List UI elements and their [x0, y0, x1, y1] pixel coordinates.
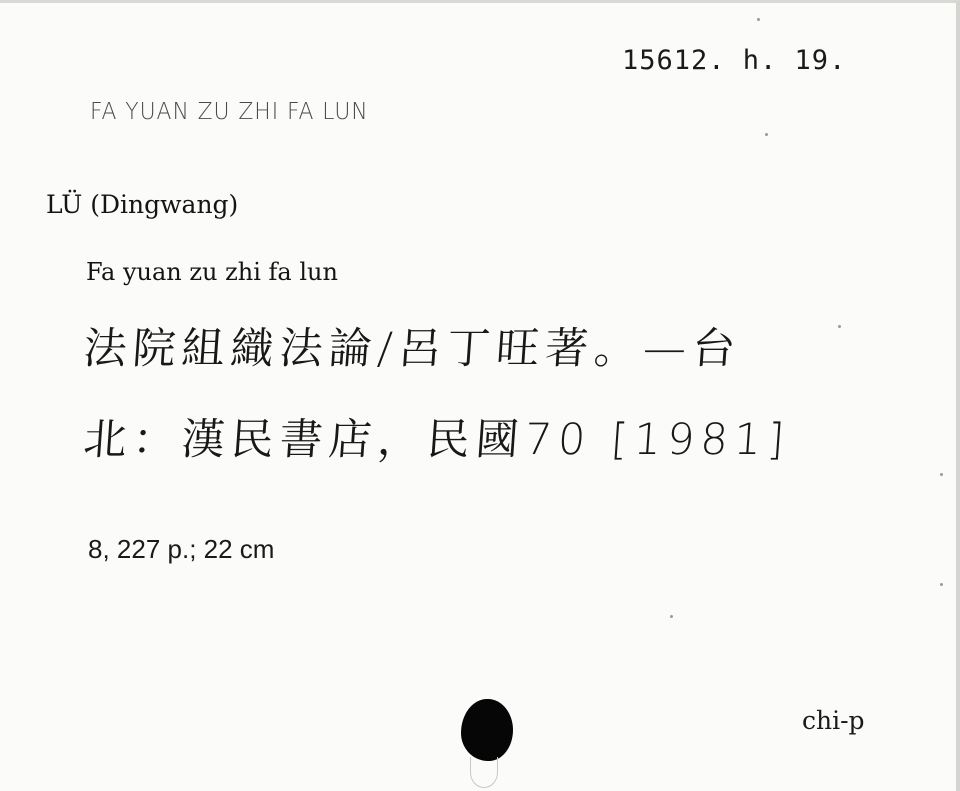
handwritten-imprint: 北：漢民書店，民國70 [1981] — [81, 415, 792, 465]
paper-speck — [765, 133, 768, 136]
language-code: chi-p — [802, 706, 865, 735]
shelfmark: 15612. h. 19. — [622, 45, 847, 76]
paper-speck — [940, 583, 943, 586]
paper-speck — [670, 615, 673, 618]
paper-speck — [940, 473, 943, 476]
paper-speck — [757, 18, 760, 21]
title-romanized: Fa yuan zu zhi fa lun — [86, 258, 338, 286]
author-heading: LÜ (Dingwang) — [46, 190, 239, 219]
romanized-title-heading: FA YUAN ZU ZHI FA LUN — [90, 99, 369, 125]
paper-speck — [838, 325, 841, 328]
punch-hole-shadow — [470, 757, 498, 788]
handwritten-title-statement: 法院組織法論/呂丁旺著。—台 — [81, 324, 743, 374]
physical-description: 8, 227 p.; 22 cm — [88, 534, 275, 564]
punch-hole — [461, 699, 513, 761]
